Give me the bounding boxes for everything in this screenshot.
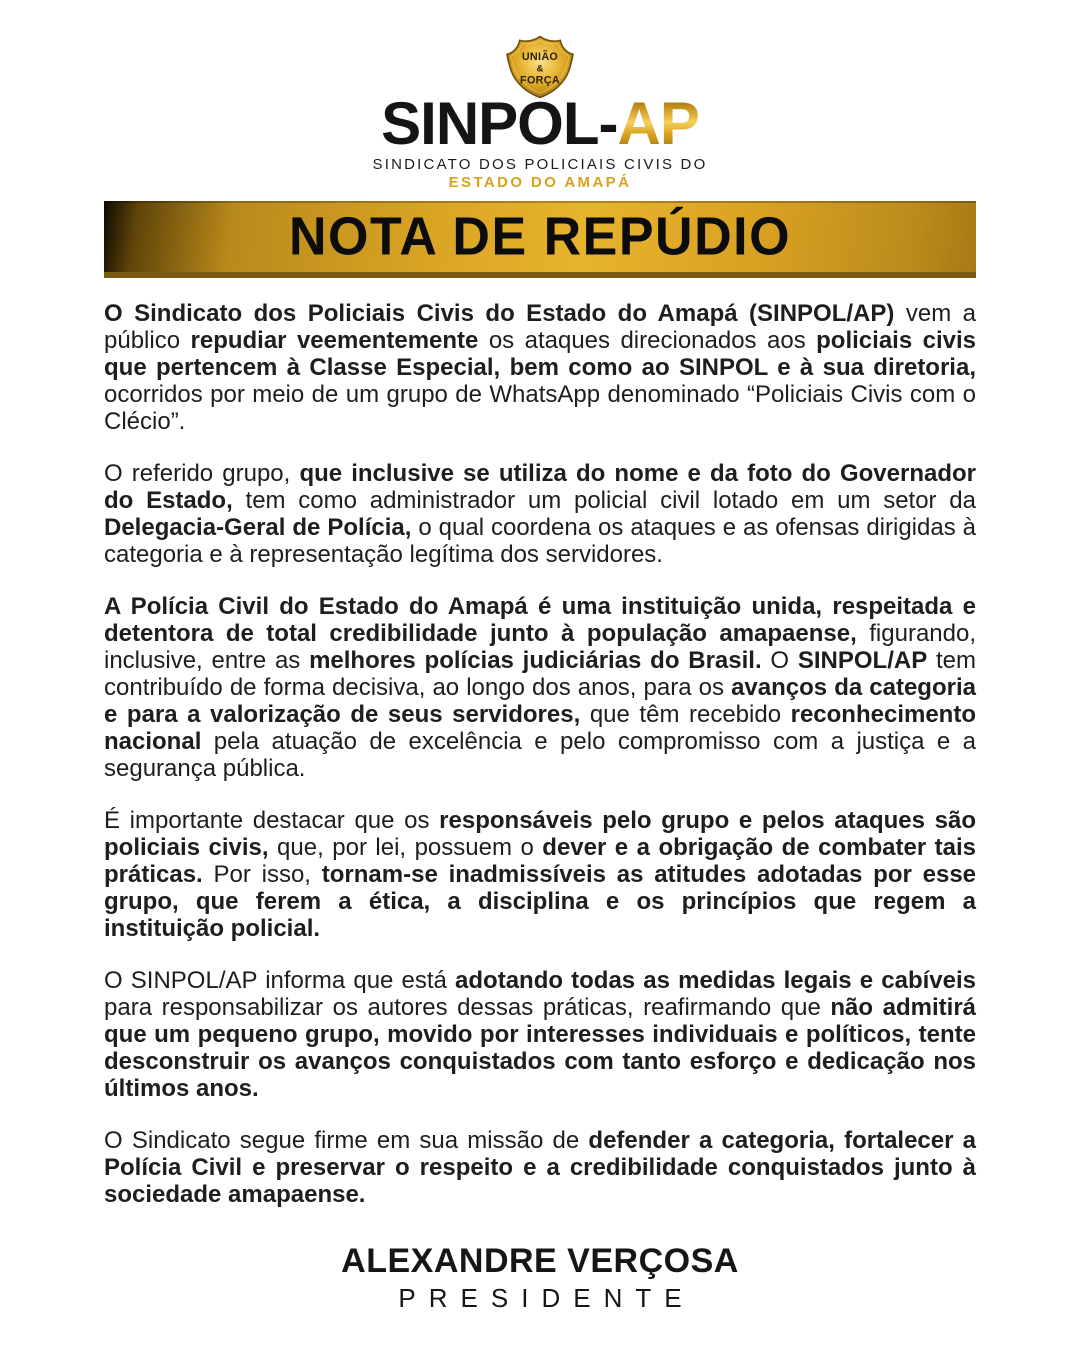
paragraph-segment-bold: não admitirá que um pequeno grupo, movido por interesses individuais e políticos, tente desconstruir os avanços conquistados com tanto esforço e dedicação nos últimos anos. <box>104 994 977 1102</box>
paragraph-segment-bold: adotando todas as medidas legais e cabíveis <box>455 967 976 994</box>
signature-role: PRESIDENTE <box>398 1283 695 1313</box>
paragraph <box>104 807 976 942</box>
brand-title-gold: AP <box>617 90 699 157</box>
paragraph <box>104 593 976 782</box>
paragraph-segment-bold: tornam-se inadmissíveis as atitudes adotadas por esse grupo, que ferem a ética, a disciplina e os princípios que regem a instituição policial. <box>104 861 977 942</box>
paragraph-segment: O referido grupo, <box>104 460 300 487</box>
badge-motto-line2: & <box>536 63 544 75</box>
paragraph-segment: pela atuação de excelência e pelo compromisso com a justiça e a segurança pública. <box>104 728 976 782</box>
paragraph-segment: O Sindicato segue firme em sua missão de <box>104 1127 589 1154</box>
paragraph-segment: os ataques direcionados aos <box>478 327 817 354</box>
brand-title-black: SINPOL- <box>381 90 618 157</box>
paragraph-segment-bold: policiais civis que pertencem à Classe Especial, bem como ao SINPOL e à sua diretoria, <box>104 327 976 381</box>
paragraph-segment: Por isso, <box>202 861 322 888</box>
paragraph-segment-bold: O Sindicato dos Policiais Civis do Estado do Amapá (SINPOL/AP) <box>104 300 895 327</box>
brand-subtitle: SINDICATO DOS POLICIAIS CIVIS DO <box>372 156 708 173</box>
brand-title <box>0 90 1080 157</box>
paragraph-segment: O <box>761 647 798 674</box>
paragraph-segment: que, por lei, possuem o <box>268 834 543 861</box>
paragraph <box>104 460 976 568</box>
badge-motto-line1: UNIÃO <box>521 51 559 64</box>
paragraph-segment: figurando, inclusive, entre as <box>104 620 976 674</box>
paragraph-segment: É importante destacar que os <box>104 807 440 834</box>
brand-subtitle-state: ESTADO DO AMAPÁ <box>448 174 632 191</box>
paragraph <box>104 1127 976 1208</box>
paragraph-segment-bold: repudiar veementemente <box>190 327 479 354</box>
paragraph-segment-bold: Delegacia-Geral de Polícia, <box>104 514 412 541</box>
paragraph-segment-bold: dever e a obrigação de combater tais práticas. <box>104 834 976 888</box>
paragraph-segment-bold: SINPOL/AP <box>797 647 928 674</box>
paragraph-segment: O SINPOL/AP informa que está <box>104 967 456 994</box>
paragraph-segment: ocorridos por meio de um grupo de WhatsApp denominado “Policiais Civis com o Clécio”. <box>104 381 976 435</box>
badge-motto-line3: FORÇA <box>520 74 560 87</box>
paragraph-segment-bold: A Polícia Civil do Estado do Amapá é uma instituição unida, respeitada e detentora de total credibilidade junto à população amapaense, <box>104 593 976 647</box>
paragraph-segment: tem contribuído de forma decisiva, ao longo dos anos, para os <box>104 647 976 701</box>
paragraph-segment-bold: avanços da categoria e para a valorização de seus servidores, <box>104 674 976 728</box>
nota-de-repudio-banner <box>104 201 976 278</box>
paragraph-segment-bold: melhores polícias judiciárias do Brasil. <box>309 647 762 674</box>
signature-name: ALEXANDRE VERÇOSA <box>341 1242 739 1280</box>
body-paragraphs <box>104 300 976 1208</box>
signature-block <box>0 1244 1080 1312</box>
paragraph-segment-bold: reconhecimento nacional <box>104 701 976 755</box>
paragraph-segment: tem como administrador um policial civil lotado em um setor da <box>232 487 977 514</box>
banner-title: NOTA DE REPÚDIO <box>288 206 792 267</box>
paragraph-segment: que têm recebido <box>580 701 791 728</box>
paragraph-segment-bold: responsáveis pelo grupo e pelos ataques são policiais civis, <box>104 807 976 861</box>
paragraph <box>104 967 976 1102</box>
paragraph-segment-bold: defender a categoria, fortalecer a Polícia Civil e preservar o respeito e a credibilidade conquistados junto à sociedade amapaense. <box>104 1127 977 1208</box>
paragraph-segment: vem a público <box>104 300 977 354</box>
paragraph <box>104 300 976 435</box>
document-body <box>104 300 976 1208</box>
header <box>0 34 1080 191</box>
paragraph-segment: para responsabilizar os autores dessas práticas, reafirmando que <box>104 994 831 1021</box>
paragraph-segment-bold: que inclusive se utiliza do nome e da foto do Governador do Estado, <box>104 460 976 514</box>
paragraph-segment: o qual coordena os ataques e as ofensas dirigidas à categoria e à representação legítima dos servidores. <box>104 514 976 568</box>
